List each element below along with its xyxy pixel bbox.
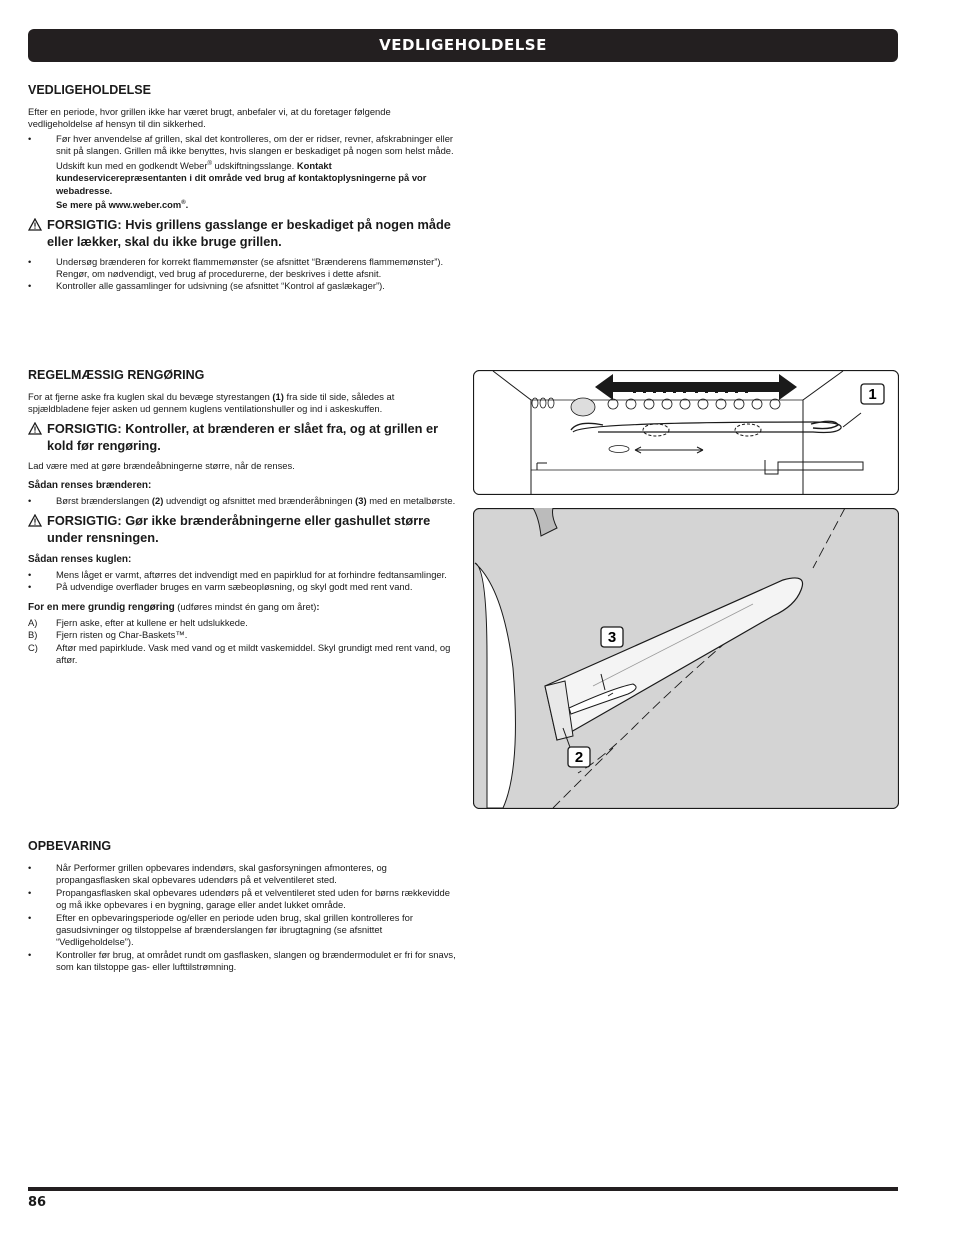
list-item: • Børst brænderslangen (2) udvendigt og afsnittet med brænderåbningen (3) med en metalbørste.	[28, 495, 456, 507]
intro-text: Efter en periode, hvor grillen ikke har været brugt, anbefaler vi, at du foretager følgende vedligeholdelse af hensyn til din sikkerhed.	[28, 106, 391, 130]
bullet-list	[28, 569, 456, 594]
bullet-list	[28, 495, 456, 507]
list-item: • Før hver anvendelse af grillen, skal det kontrolleres, om der er ridser, revner, afskrabninger eller snit på slangen. Grillen må ikke benyttes, hvis slangen er beskadiget på nogen som helst måde. Udskift kun med en godkendt Weber® udskiftningsslange. Kontakt kundeservicerepræsentanten i dit område ved brug af kontaktoplysningerne på vor webadresse. Se mere på www.weber.com®.	[28, 133, 456, 212]
subheading: Sådan renses brænderen:	[28, 480, 152, 492]
list-item: • Kontroller før brug, at området rundt om gasflasken, slangen og brændermodulet er fri for snavs, som kan tilstoppe gas- eller lufttilstrømning.	[28, 949, 456, 974]
bullet-list	[28, 862, 456, 974]
list-item: • Kontroller alle gassamlinger for udsivning (se afsnittet “Kontrol af gaslækager”).	[28, 280, 456, 292]
callout-2: 2	[574, 749, 584, 766]
deep-clean-heading: For en mere grundig rengøring (udføres mindst én gang om året):	[28, 601, 320, 614]
list-item: A) Fjern aske, efter at kullene er helt udslukkede.	[28, 616, 248, 628]
warning-icon	[28, 422, 42, 435]
callout-3: 3	[607, 629, 617, 646]
list-item: • På udvendige overflader bruges en varm sæbeopløsning, og skyl godt med rent vand.	[28, 581, 456, 593]
burner-tube-illustration	[473, 508, 899, 809]
callout-1: 1	[868, 386, 877, 403]
section-storage	[28, 839, 456, 974]
subheading: Sådan renses kuglen:	[28, 553, 132, 565]
list-item: B) Fjern risten og Char-Baskets™.	[28, 629, 188, 641]
page-number: 86	[28, 1195, 47, 1210]
section-heading: OPBEVARING	[28, 839, 112, 853]
section-regular-cleaning	[28, 368, 456, 666]
warning-text: FORSIGTIG: Hvis grillens gasslange er beskadiget på nogen måde eller lækker, skal du ikke bruge grillen.	[28, 216, 456, 250]
note-text: Lad være med at gøre brændeåbningerne større, når de renses.	[28, 459, 295, 471]
section-maintenance	[28, 83, 456, 293]
bullet-list	[28, 256, 456, 293]
warning-text: FORSIGTIG: Gør ikke brænderåbningerne eller gashullet større under rensningen.	[28, 512, 456, 546]
warning-text: FORSIGTIG: Kontroller, at brænderen er slået fra, og at grillen er kold før rengøring.	[28, 420, 456, 454]
intro-text: For at fjerne aske fra kuglen skal du bevæge styrestangen (1) fra side til side, således at spjældbladene fejer asken ud gennem kuglens ventilationshuller og ind i askeskuffen.	[28, 391, 395, 415]
warning-icon	[28, 514, 42, 527]
footer-rule	[28, 1187, 898, 1191]
warning-icon	[28, 218, 42, 231]
list-item: • Undersøg brænderen for korrekt flammemønster (se afsnittet “Brænderens flammemønster”). Rengør, om nødvendigt, ved brug af procedurerne, der beskrives i dette afsnit.	[28, 256, 456, 281]
header-bar	[28, 29, 898, 62]
section-heading: REGELMÆSSIG RENGØRING	[28, 368, 205, 382]
steps-list	[28, 617, 456, 667]
list-item: • Propangasflasken skal opbevares udendørs på et velventileret sted uden for børns rækkevidde og må ikke opbevares i en bygning, garage eller andet lukket område.	[28, 887, 456, 912]
list-item: • Efter en opbevaringsperiode og/eller en periode uden brug, skal grillen kontrolleres for gasudsivninger og tilstoppelse af brænderslangen før ibrugtagning (se afsnittet “Vedligeholdelse”).	[28, 912, 456, 949]
section-heading: VEDLIGEHOLDELSE	[28, 83, 151, 97]
page-title: VEDLIGEHOLDELSE	[379, 36, 547, 54]
bullet-list	[28, 133, 456, 212]
list-item: C) Aftør med papirklude. Vask med vand og et mildt vaskemiddel. Skyl grundigt med rent vand, og aftør.	[28, 641, 451, 666]
list-item: • Mens låget er varmt, aftørres det indvendigt med en papirklud for at forhindre fedtansamlinger.	[28, 569, 456, 581]
list-item: • Når Performer grillen opbevares indendørs, skal gasforsyningen afmonteres, og propangasflasken skal opbevares udendørs på et velventileret sted.	[28, 862, 456, 887]
ash-sweep-illustration	[473, 370, 899, 495]
